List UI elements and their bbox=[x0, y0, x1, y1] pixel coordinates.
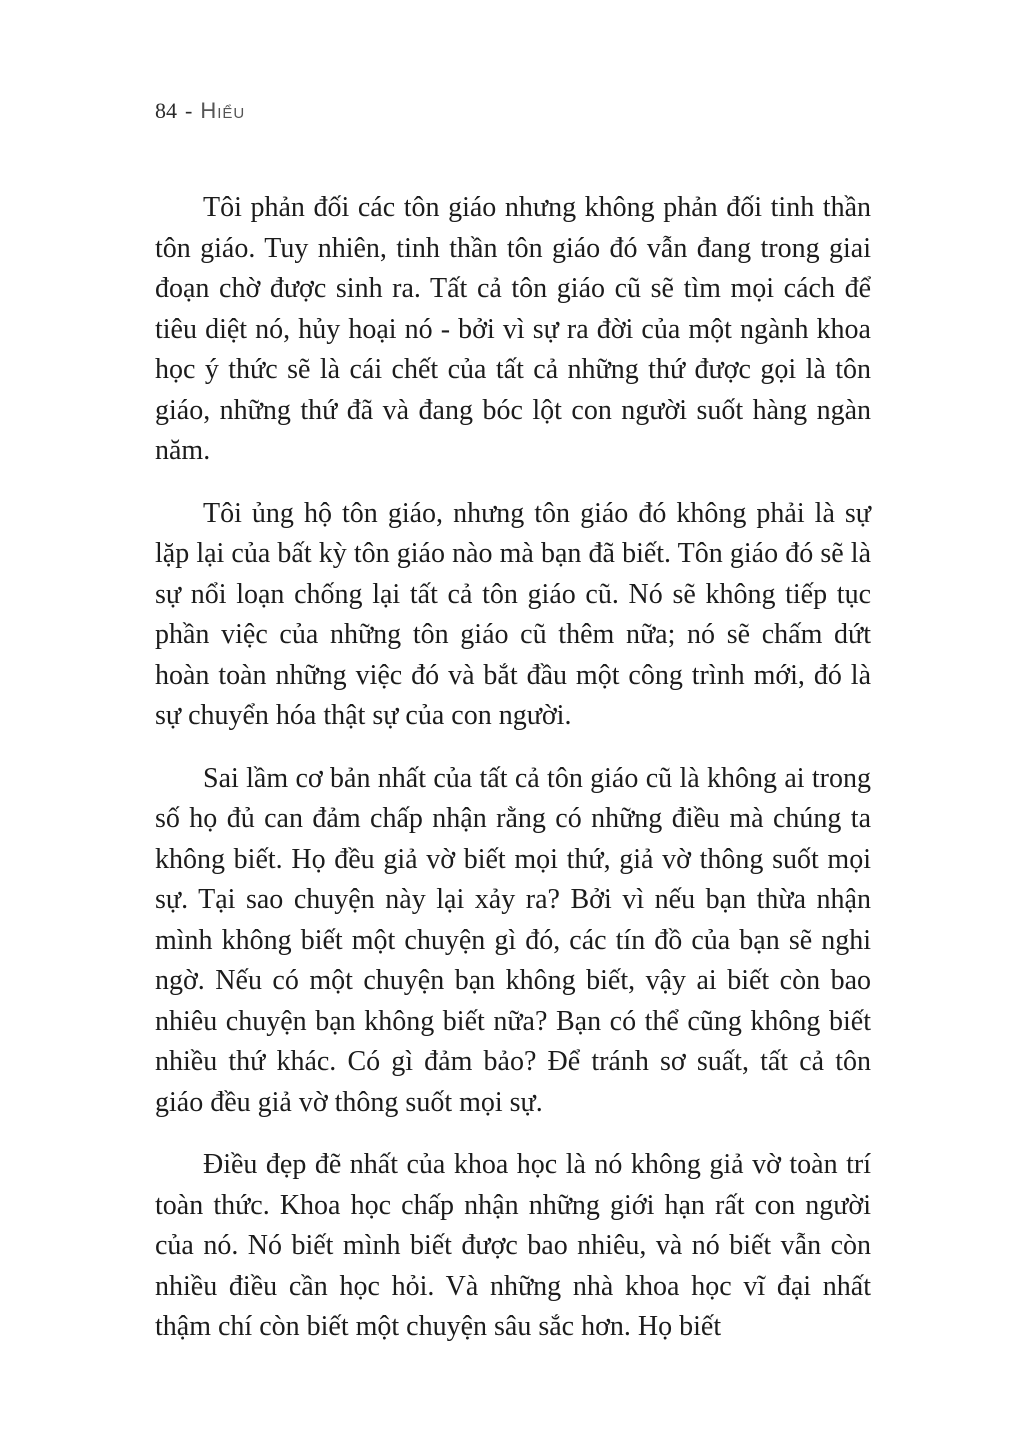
body-text bbox=[155, 188, 871, 1370]
page-number: 84 bbox=[155, 98, 177, 123]
paragraph-4: Điều đẹp đẽ nhất của khoa học là nó không giả vờ toàn trí toàn thức. Khoa học chấp nhận những giới hạn rất con người của nó. Nó biết mình biết được bao nhiêu, và nó biết vẫn còn nhiều điều cần học hỏi. Và những nhà khoa học vĩ đại nhất thậm chí còn biết một chuyện sâu sắc hơn. Họ biết bbox=[155, 1149, 871, 1342]
header-separator: - bbox=[185, 98, 193, 123]
paragraph-1: Tôi phản đối các tôn giáo nhưng không phản đối tinh thần tôn giáo. Tuy nhiên, tinh thần tôn giáo đó vẫn đang trong giai đoạn chờ được sinh ra. Tất cả tôn giáo cũ sẽ tìm mọi cách để tiêu diệt nó, hủy hoại nó - bởi vì sự ra đời của một ngành khoa học ý thức sẽ là cái chết của tất cả những thứ được gọi là tôn giáo, những thứ đã và đang bóc lột con người suốt hàng ngàn năm. bbox=[155, 192, 871, 466]
paragraph-2: Tôi ủng hộ tôn giáo, nhưng tôn giáo đó không phải là sự lặp lại của bất kỳ tôn giáo nào mà bạn đã biết. Tôn giáo đó sẽ là sự nổi loạn chống lại tất cả tôn giáo cũ. Nó sẽ không tiếp tục phần việc của những tôn giáo cũ thêm nữa; nó sẽ chấm dứt hoàn toàn những việc đó và bắt đầu một công trình mới, đó là sự chuyển hóa thật sự của con người. bbox=[155, 497, 871, 731]
book-title: Hiểu bbox=[200, 98, 246, 123]
paragraph-3: Sai lầm cơ bản nhất của tất cả tôn giáo cũ là không ai trong số họ đủ can đảm chấp nhận rằng có những điều mà chúng ta không biết. Họ đều giả vờ biết mọi thứ, giả vờ thông suốt mọi sự. Tại sao chuyện này lại xảy ra? Bởi vì nếu bạn thừa nhận mình không biết một chuyện gì đó, các tín đồ của bạn sẽ nghi ngờ. Nếu có một chuyện bạn không biết, vậy ai biết còn bao nhiêu chuyện bạn không biết nữa? Bạn có thể cũng không biết nhiều thứ khác. Có gì đảm bảo? Để tránh sơ suất, tất cả tôn giáo đều giả vờ thông suốt mọi sự. bbox=[155, 762, 871, 1118]
running-header bbox=[155, 96, 245, 126]
